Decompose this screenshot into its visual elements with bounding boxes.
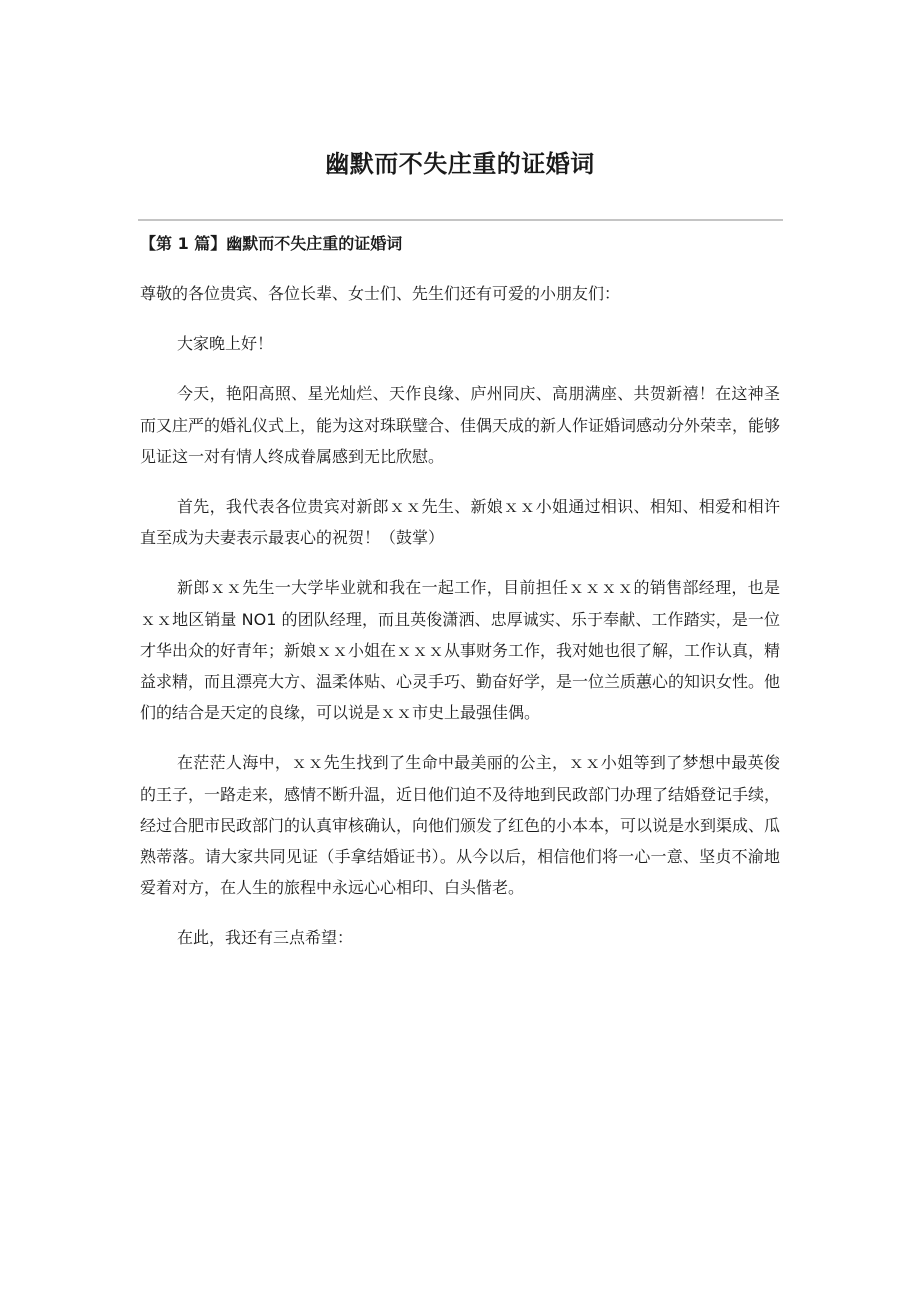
document-body bbox=[140, 226, 780, 954]
body-paragraph: 首先，我代表各位贵宾对新郎ｘｘ先生、新娘ｘｘ小姐通过相识、相知、相爱和相许直至成为夫妻表示最衷心的祝贺！（鼓掌） bbox=[140, 497, 780, 548]
title-divider bbox=[138, 219, 783, 221]
body-paragraph: 今天，艳阳高照、星光灿烂、天作良缘、庐州同庆、高朋满座、共贺新禧！在这神圣而又庄严的婚礼仪式上，能为这对珠联璧合、佳偶天成的新人作证婚词感动分外荣幸，能够见证这一对有情人终成眷属感到无比欣慰。 bbox=[140, 384, 781, 466]
body-paragraph: 新郎ｘｘ先生一大学毕业就和我在一起工作，目前担任ｘｘｘｘ的销售部经理，也是ｘｘ地区销量 NO1 的团队经理，而且英俊潇洒、忠厚诚实、乐于奉献、工作踏实，是一位才华出众的好青年；新娘ｘｘ小姐在ｘｘｘ从事财务工作，我对她也很了解，工作认真，精益求精，而且漂亮大方、温柔体贴、心灵手巧、勤奋好学，是一位兰质蕙心的知识女性。他们的结合是天定的良缘，可以说是ｘｘ市史上最强佳偶。 bbox=[140, 578, 781, 723]
body-paragraph: 在茫茫人海中，ｘｘ先生找到了生命中最美丽的公主，ｘｘ小姐等到了梦想中最英俊的王子，一路走来，感情不断升温，近日他们迫不及待地到民政部门办理了结婚登记手续，经过合肥市民政部门的认真审核确认，向他们颁发了红色的小本本，可以说是水到渠成、瓜熟蒂落。请大家共同见证（手拿结婚证书）。从今以后，相信他们将一心一意、坚贞不渝地爱着对方，在人生的旅程中永远心心相印、白头偕老。 bbox=[140, 753, 781, 898]
document-title: 幽默而不失庄重的证婚词 bbox=[325, 150, 595, 178]
greeting-paragraph: 大家晚上好！ bbox=[177, 334, 274, 354]
body-paragraph: 在此，我还有三点希望： bbox=[177, 928, 354, 948]
section-heading: 【第 1 篇】幽默而不失庄重的证婚词 bbox=[140, 234, 403, 253]
salutation-paragraph: 尊敬的各位贵宾、各位长辈、女士们、先生们还有可爱的小朋友们： bbox=[140, 284, 621, 303]
